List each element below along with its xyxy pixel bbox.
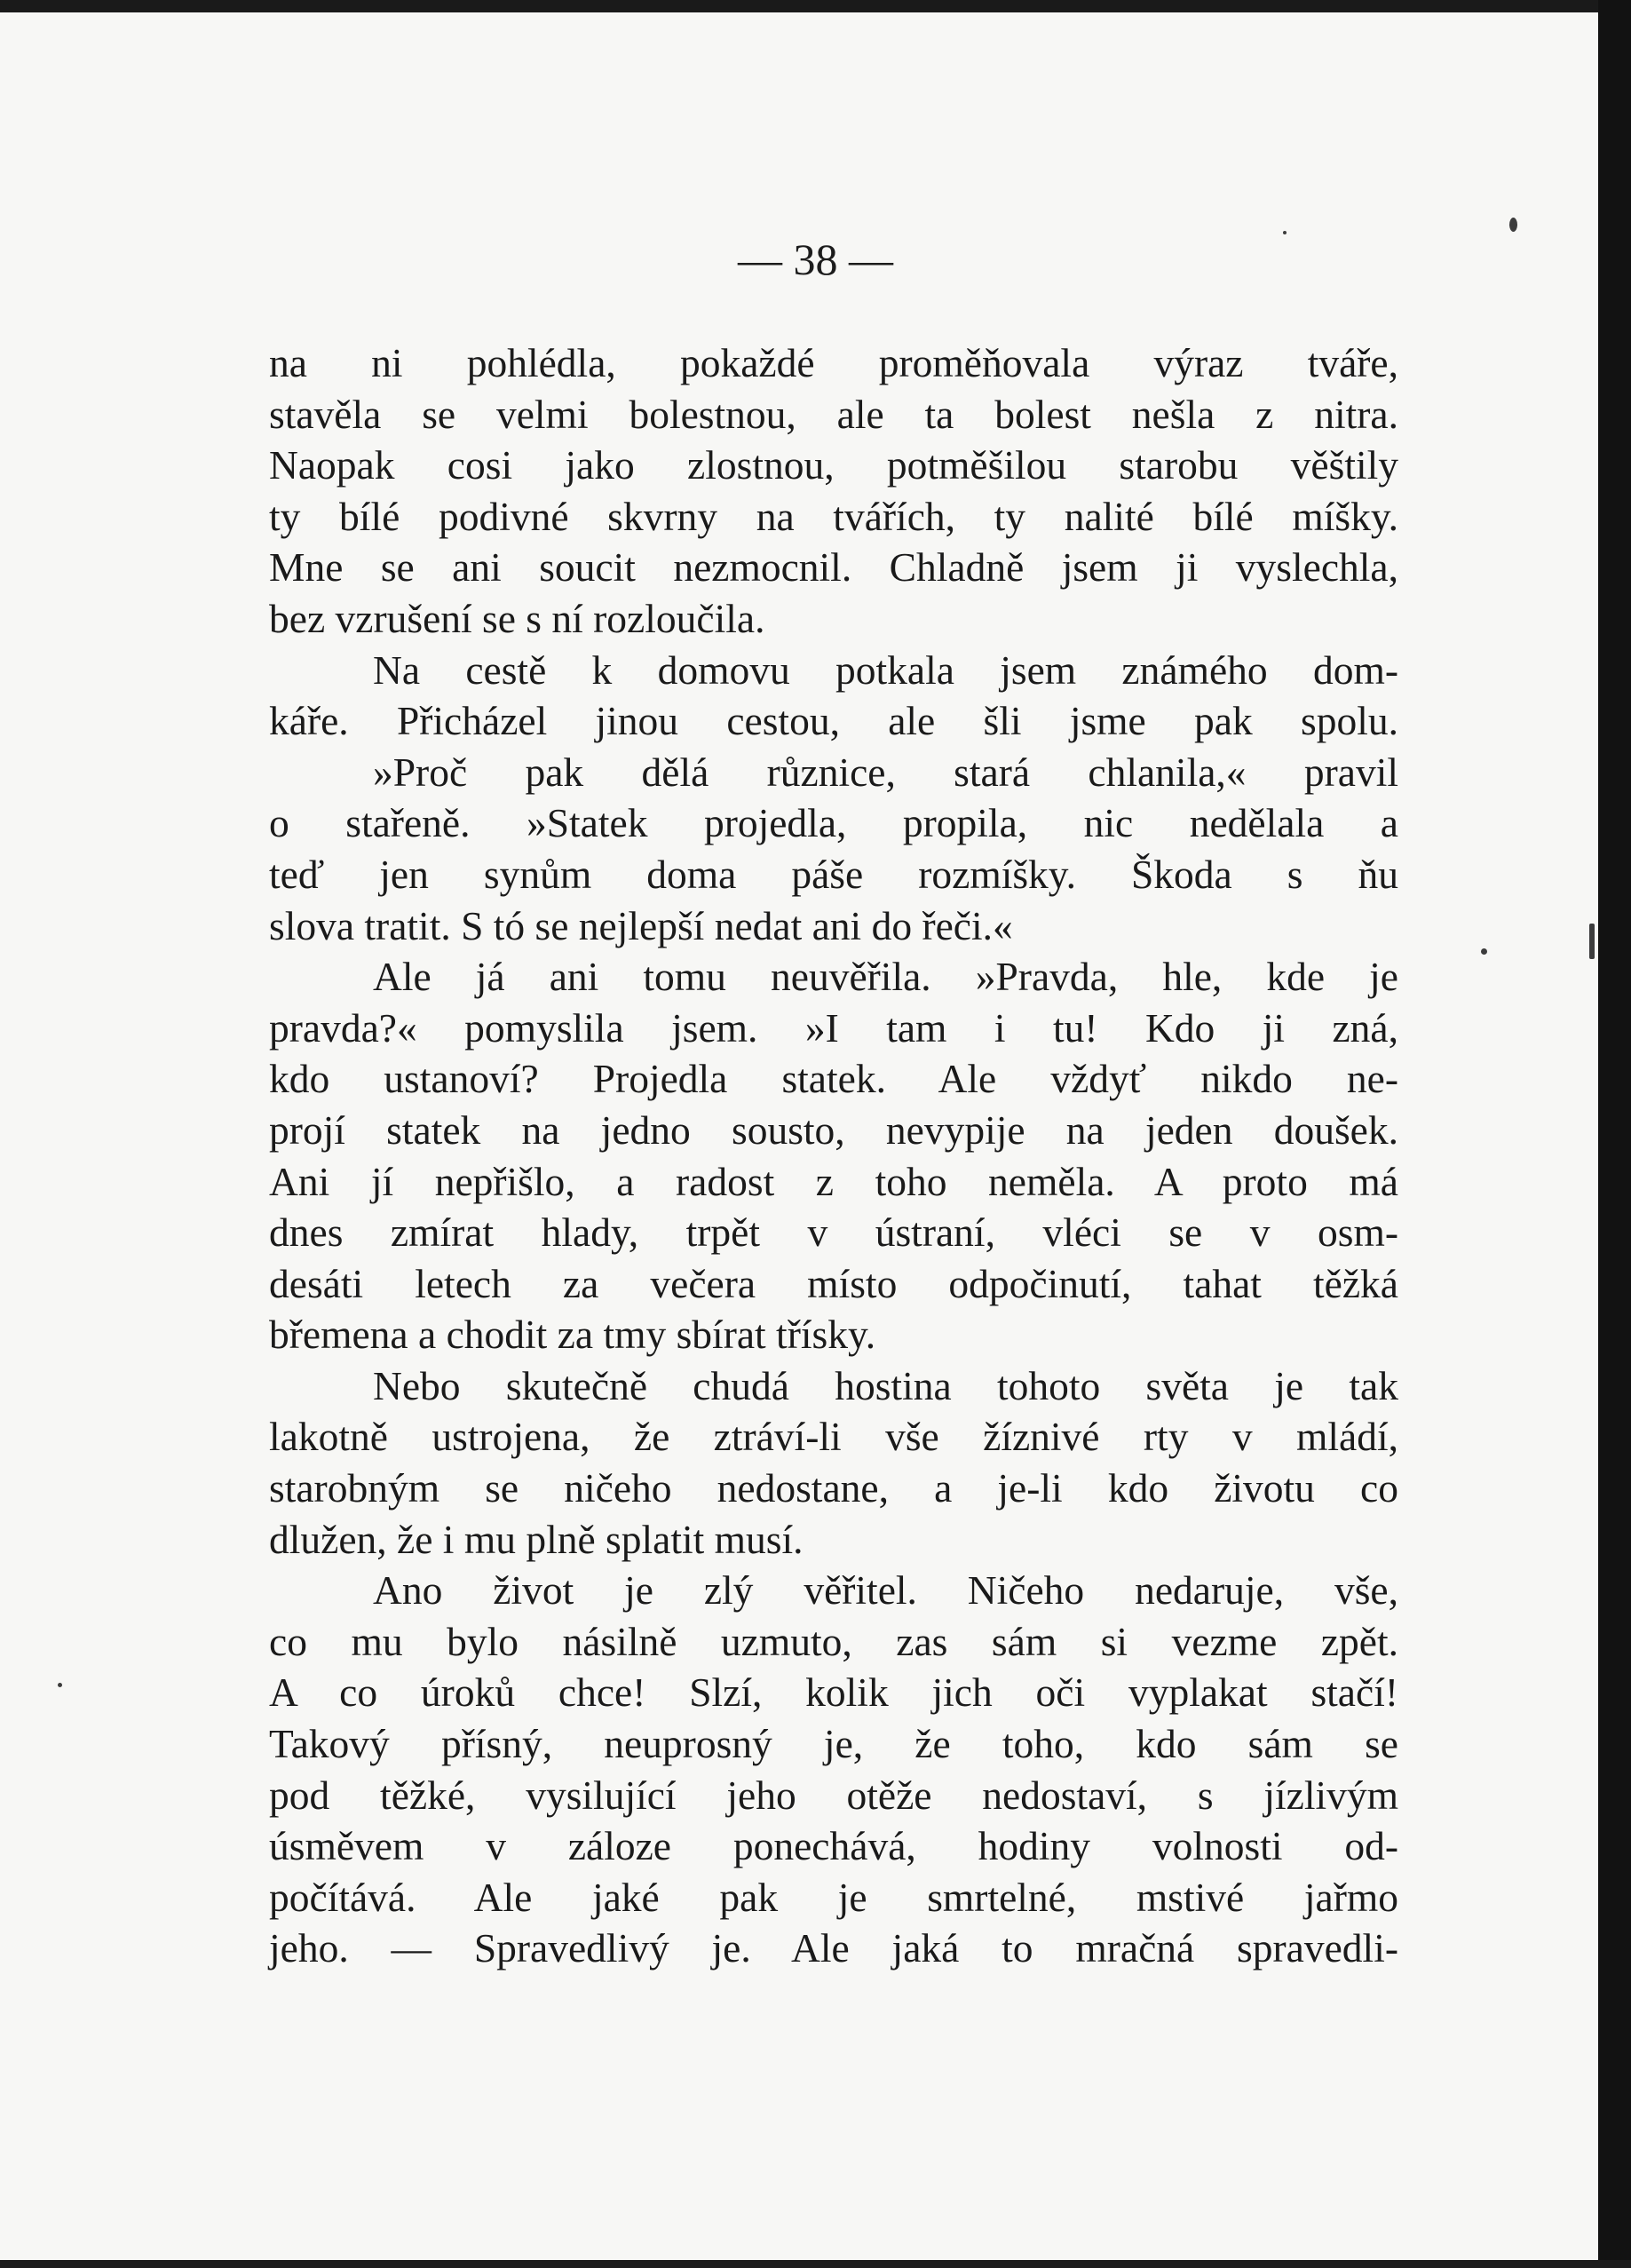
scan-right-border [1598,0,1631,2268]
text-line: bez vzrušení se s ní rozloučila. [269,595,765,641]
text-line: dlužen, že i mu plně splatit musí. [269,1516,804,1562]
text-line: Ale já ani tomu neuvěřila. »Pravda, hle, kde je [373,954,1398,1000]
scan-top-border [0,0,1631,12]
text-line: Ano život je zlý věřitel. Ničeho nedaruje, vše, [373,1567,1398,1614]
text-line: břemena a chodit za tmy sbírat třísky. [269,1312,876,1358]
text-line: co mu bylo násilně uzmuto, zas sám si vezme zpět. [269,1618,1398,1664]
text-line: kdo ustanoví? Projedla statek. Ale vždyť nikdo ne- [269,1056,1398,1102]
text-line: káře. Přicházel jinou cestou, ale šli jsme pak spolu. [269,698,1398,744]
scan-speck [1509,218,1517,232]
text-line: projí statek na jedno sousto, nevypije na jeden doušek. [269,1106,1398,1153]
scan-speck [1481,948,1487,955]
text-line: starobným se ničeho nedostane, a je-li kdo životu co [269,1465,1398,1511]
text-line: úsměvem v záloze ponechává, hodiny volnosti od- [269,1823,1398,1869]
text-line: dnes zmírat hlady, trpět v ústraní, vléci se v osm- [269,1209,1398,1256]
text-line: lakotně ustrojena, že ztráví-li vše žíznivé rty v mládí, [269,1414,1398,1460]
scan-bottom-border [0,2260,1631,2268]
text-line: počítává. Ale jaké pak je smrtelné, mstivé jařmo [269,1874,1398,1920]
text-line: pod těžké, vysilující jeho otěže nedostaví, s jízlivým [269,1772,1398,1818]
text-line: »Proč pak dělá různice, stará chlanila,« pravil [373,749,1398,795]
text-line: desáti letech za večera místo odpočinutí, tahat těžká [269,1260,1398,1306]
text-line: na ni pohlédla, pokaždé proměňovala výraz tváře, [269,340,1398,385]
text-line: A co úroků chce! Slzí, kolik jich oči vyplakat stačí! [269,1669,1398,1716]
scan-speck [1589,924,1595,959]
text-line: Mne se ani soucit nezmocnil. Chladně jsem ji vyslechla, [269,544,1398,591]
text-line: Ani jí nepřišlo, a radost z toho neměla. A proto má [269,1158,1398,1204]
text-line: o stařeně. »Statek projedla, propila, nic nedělala a [269,800,1398,846]
text-line: Naopak cosi jako zlostnou, potměšilou starobu věštily [269,442,1398,488]
text-line: pravda?« pomyslila jsem. »I tam i tu! Kdo ji zná, [269,1004,1398,1051]
body-text [269,337,1398,1974]
page-number: — 38 — [738,234,893,284]
text-line: Na cestě k domovu potkala jsem známého dom- [373,646,1398,693]
text-line: teď jen synům doma páše rozmíšky. Škoda s ňu [269,851,1398,897]
text-line: Takový přísný, neuprosný je, že toho, kdo sám se [269,1721,1398,1767]
text-line: jeho. — Spravedlivý je. Ale jaká to mračná spravedli- [269,1925,1398,1971]
text-line: stavěla se velmi bolestnou, ale ta bolest nešla z nitra. [269,391,1398,437]
text-line: slova tratit. S tó se nejlepší nedat ani do řeči.« [269,902,1013,948]
scan-speck [58,1683,62,1687]
text-line: ty bílé podivné skvrny na tvářích, ty nalité bílé míšky. [269,493,1398,539]
text-line: Nebo skutečně chudá hostina tohoto světa je tak [373,1362,1398,1408]
